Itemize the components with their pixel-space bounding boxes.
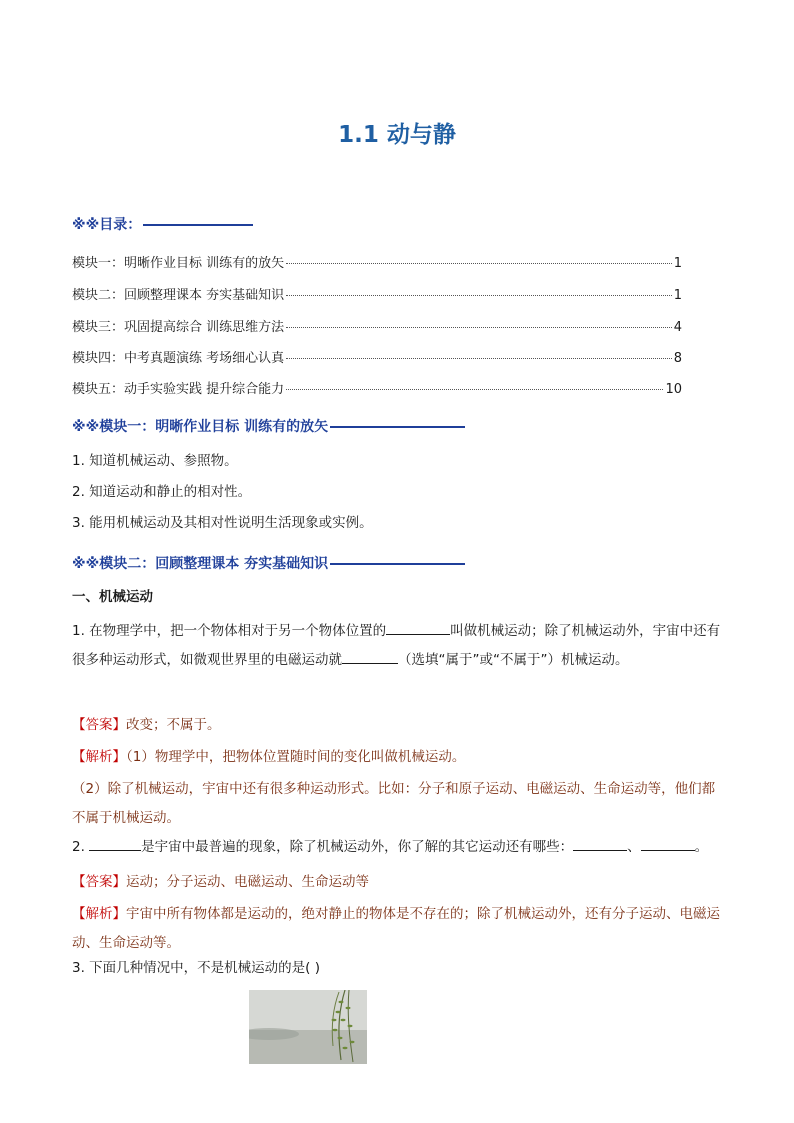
- toc-leader-dots: [286, 381, 663, 390]
- q1-analysis-2: （2）除了机械运动，宇宙中还有很多种运动形式。比如：分子和原子运动、电磁运动、生命运动等，他们都不属于机械运动。: [72, 781, 716, 826]
- toc-item-page: 4: [673, 320, 682, 335]
- answer-tag: 【答案】: [72, 874, 126, 890]
- willow-illustration: [249, 990, 367, 1064]
- toc-item-page: 10: [665, 382, 682, 397]
- toc-heading: [72, 214, 253, 234]
- analysis-text: （1）物理学中，把物体位置随时间的变化叫做机械运动。: [126, 749, 466, 765]
- toc-leader-dots: [286, 319, 672, 328]
- module2-heading-text: ※※模块二：回顾整理课本 夯实基础知识: [72, 556, 329, 572]
- q1-analysis-1: [72, 743, 722, 772]
- module1-heading-text: ※※模块一：明晰作业目标 训练有的放矢: [72, 419, 329, 435]
- toc-leader-dots: [286, 255, 672, 264]
- goal-item: 2. 知道运动和静止的相对性。: [72, 484, 252, 500]
- q1-answer: [72, 711, 722, 740]
- answer-tag: 【答案】: [72, 717, 126, 733]
- question-1: [72, 617, 722, 675]
- heading-rule: [143, 224, 253, 226]
- toc-item-label: 模块四：中考真题演练 考场细心认真: [72, 351, 285, 366]
- module2-heading: [72, 553, 465, 573]
- answer-blank[interactable]: [342, 650, 398, 664]
- toc-item-label: 模块五：动手实验实践 提升综合能力: [72, 382, 285, 397]
- q2-analysis: [72, 900, 722, 958]
- analysis-tag: 【解析】: [72, 906, 126, 922]
- toc-item-label: 模块一：明晰作业目标 训练有的放矢: [72, 256, 285, 271]
- answer-text: 改变；不属于。: [126, 717, 221, 733]
- toc-item-label: 模块三：巩固提高综合 训练思维方法: [72, 320, 285, 335]
- analysis-tag: 【解析】: [72, 749, 126, 765]
- toc-heading-text: ※※目录：: [72, 217, 142, 233]
- answer-text: 运动；分子运动、电磁运动、生命运动等: [126, 874, 369, 890]
- answer-blank[interactable]: [89, 837, 141, 851]
- q1-text-3: （选填“属于”或“不属于”）机械运动。: [398, 652, 629, 668]
- toc-item-label: 模块二：回顾整理课本 夯实基础知识: [72, 288, 285, 303]
- heading-rule: [330, 563, 465, 565]
- q1-text-1: 1. 在物理学中，把一个物体相对于另一个物体位置的: [72, 623, 387, 639]
- answer-blank[interactable]: [573, 837, 627, 851]
- subheading: 一、机械运动: [72, 589, 153, 605]
- toc-item-page: 8: [673, 351, 682, 366]
- toc-item[interactable]: [72, 252, 682, 271]
- toc-item[interactable]: [72, 378, 682, 397]
- q2-answer: [72, 868, 722, 897]
- module1-heading: [72, 416, 465, 436]
- analysis-text: 宇宙中所有物体都是运动的，绝对静止的物体是不存在的；除了机械运动外，还有分子运动、电磁运动、生命运动等。: [72, 906, 720, 951]
- heading-rule: [330, 426, 465, 428]
- q2-text-1: 2.: [72, 839, 90, 855]
- q1-text-2: 叫做机械运动；除了机械运动外，宇宙中还有很多种运动形式，如微观世界里的电磁运动就: [72, 623, 721, 668]
- answer-blank[interactable]: [386, 621, 450, 635]
- question-3: 3. 下面几种情况中，不是机械运动的是( ): [72, 960, 320, 976]
- toc-item[interactable]: [72, 284, 682, 303]
- answer-blank[interactable]: [641, 837, 695, 851]
- q2-text-2: 是宇宙中最普遍的现象，除了机械运动外，你了解的其它运动还有哪些：: [141, 839, 574, 855]
- toc-item[interactable]: [72, 316, 682, 335]
- q2-separator: 、: [627, 839, 641, 855]
- goal-item: 3. 能用机械运动及其相对性说明生活现象或实例。: [72, 515, 373, 531]
- willow-lake-image: [249, 990, 367, 1064]
- toc-item[interactable]: [72, 347, 682, 366]
- q2-end: 。: [694, 839, 709, 855]
- goal-item: 1. 知道机械运动、参照物。: [72, 453, 238, 469]
- toc-leader-dots: [286, 350, 672, 359]
- toc-leader-dots: [286, 287, 672, 296]
- toc-item-page: 1: [673, 256, 682, 271]
- question-2: [72, 833, 722, 862]
- toc-item-page: 1: [673, 288, 682, 303]
- page-title: 1.1 动与静: [338, 122, 456, 148]
